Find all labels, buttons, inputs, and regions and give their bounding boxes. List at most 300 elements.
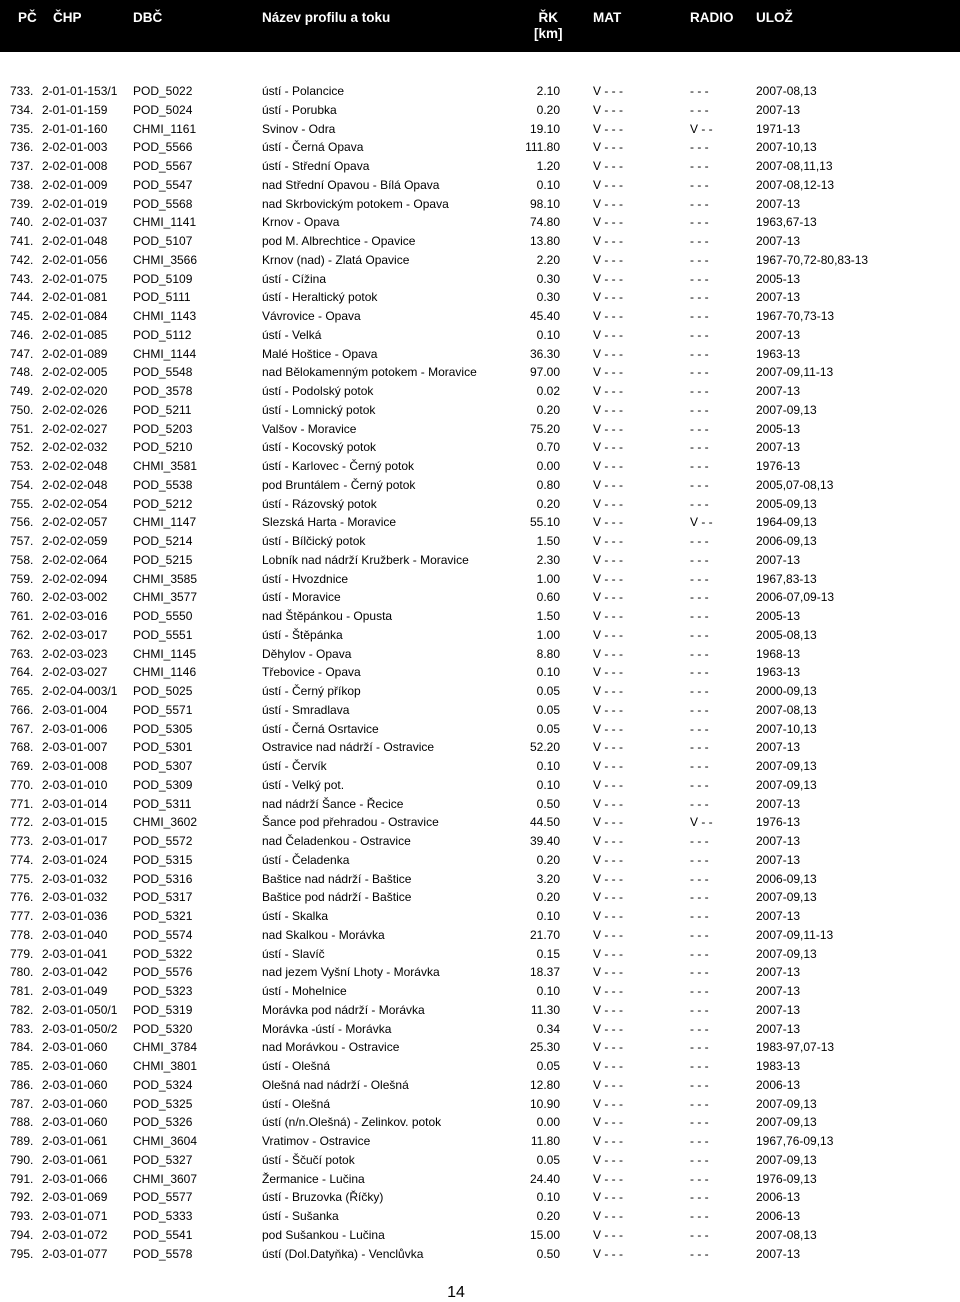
row-uloz: 2006-09,13: [756, 871, 817, 886]
row-dbc: CHMI_3566: [133, 252, 198, 267]
row-radio: - - -: [690, 309, 709, 323]
table-row: [0, 513, 960, 532]
row-dbc: CHMI_1145: [133, 646, 197, 661]
row-name: ústí - Černý příkop: [262, 684, 361, 698]
row-chp: 2-02-02-059: [42, 534, 108, 548]
row-dbc: POD_5321: [133, 909, 193, 923]
row-radio: - - -: [690, 1002, 709, 1017]
row-uloz: 2007-10,13: [756, 140, 817, 155]
row-radio: - - -: [690, 609, 709, 623]
row-uloz: 1967-70,72-80,83-13: [756, 252, 869, 267]
row-radio: - - -: [690, 927, 709, 942]
row-uloz: 2007-13: [756, 965, 801, 980]
table-row: [0, 645, 960, 664]
row-chp: 2-03-01-066: [42, 1171, 108, 1186]
row-name: Děhylov - Opava: [262, 646, 352, 661]
row-mat: V - - -: [593, 365, 623, 380]
row-pc: 747.: [10, 346, 34, 361]
row-chp: 2-03-01-041: [42, 946, 108, 961]
row-chp: 2-03-01-004: [42, 702, 108, 717]
row-pc: 788.: [10, 1115, 34, 1130]
row-radio: - - -: [690, 496, 709, 511]
row-radio: - - -: [690, 590, 709, 605]
row-radio: - - -: [690, 177, 709, 192]
row-name: Morávka -ústí - Morávka: [262, 1021, 392, 1036]
row-rk: 19.10: [529, 121, 560, 136]
row-pc: 738.: [10, 177, 34, 192]
table-row: [0, 1188, 960, 1207]
row-uloz: 2007-08,11,13: [756, 159, 833, 173]
row-uloz: 1976-09,13: [756, 1171, 817, 1186]
row-dbc: POD_5025: [133, 684, 193, 698]
row-name: pod M. Albrechtice - Opavice: [262, 234, 416, 248]
table-row: [0, 982, 960, 1001]
row-rk: 0.05: [536, 1152, 560, 1167]
row-rk: 0.05: [536, 721, 560, 736]
row-uloz: 2007-13: [756, 552, 801, 567]
row-mat: V - - -: [593, 402, 623, 417]
row-rk: 0.20: [536, 1209, 560, 1223]
row-dbc: POD_5112: [133, 327, 192, 342]
row-name: pod Bruntálem - Černý potok: [262, 477, 416, 492]
row-chp: 2-02-01-075: [42, 271, 108, 286]
row-uloz: 2007-13: [756, 1002, 801, 1017]
row-mat: V - - -: [593, 852, 623, 867]
row-pc: 748.: [10, 365, 34, 380]
row-dbc: POD_5324: [133, 1077, 193, 1092]
table-row: [0, 438, 960, 457]
table-row: [0, 682, 960, 701]
row-radio: - - -: [690, 777, 709, 792]
row-mat: V - - -: [593, 1227, 623, 1242]
table-row: [0, 1170, 960, 1189]
header-uloz: ULOŽ: [756, 10, 793, 25]
row-uloz: 2006-09,13: [756, 534, 817, 548]
table-row: [0, 926, 960, 945]
header-name: Název profilu a toku: [262, 10, 391, 25]
row-name: nad jezem Vyšní Lhoty - Morávka: [262, 965, 440, 980]
row-radio: - - -: [690, 477, 709, 492]
table-row: [0, 288, 960, 307]
row-pc: 779.: [10, 946, 34, 961]
table-row: [0, 1020, 960, 1039]
row-mat: V - - -: [593, 459, 623, 473]
row-uloz: 2005-13: [756, 609, 801, 623]
row-radio: - - -: [690, 534, 709, 548]
row-name: Žermanice - Lučina: [262, 1171, 365, 1186]
row-radio: - - -: [690, 759, 709, 773]
row-uloz: 2006-13: [756, 1077, 801, 1092]
row-uloz: 2007-09,13: [756, 759, 817, 773]
row-chp: 2-02-03-023: [42, 646, 108, 661]
table-row: [0, 588, 960, 607]
row-pc: 784.: [10, 1040, 34, 1055]
table-row: [0, 1113, 960, 1132]
row-pc: 759.: [10, 571, 34, 586]
row-rk: 0.10: [536, 1190, 560, 1205]
row-mat: V - - -: [593, 1209, 623, 1223]
row-uloz: 2006-13: [756, 1209, 801, 1223]
row-dbc: POD_5210: [133, 440, 193, 455]
row-radio: - - -: [690, 1190, 709, 1205]
row-dbc: CHMI_1141: [133, 215, 197, 230]
row-pc: 753.: [10, 459, 34, 473]
row-mat: V - - -: [593, 609, 623, 623]
row-uloz: 2007-08,13: [756, 84, 817, 98]
row-uloz: 2007-08,13: [756, 702, 817, 717]
row-rk: 1.50: [536, 534, 560, 548]
row-pc: 754.: [10, 477, 34, 492]
row-pc: 772.: [10, 815, 34, 830]
row-radio: - - -: [690, 796, 709, 811]
row-chp: 2-03-01-060: [42, 1096, 108, 1111]
row-pc: 777.: [10, 909, 34, 923]
row-chp: 2-03-01-060: [42, 1115, 108, 1130]
row-radio: - - -: [690, 440, 709, 455]
row-pc: 740.: [10, 215, 34, 230]
table-row: [0, 401, 960, 420]
row-dbc: POD_5309: [133, 777, 193, 792]
row-rk: 44.50: [529, 815, 560, 830]
row-dbc: POD_5320: [133, 1021, 193, 1036]
row-rk: 0.00: [536, 459, 560, 473]
row-dbc: POD_5319: [133, 1002, 193, 1017]
row-uloz: 2007-09,13: [756, 946, 817, 961]
row-rk: 0.10: [536, 759, 560, 773]
row-dbc: CHMI_3784: [133, 1040, 198, 1055]
row-chp: 2-03-01-060: [42, 1040, 108, 1055]
row-mat: V - - -: [593, 627, 623, 642]
row-mat: V - - -: [593, 665, 623, 680]
row-pc: 743.: [10, 271, 34, 286]
row-name: ústí - Ščučí potok: [262, 1152, 355, 1167]
row-uloz: 2007-08,13: [756, 1227, 817, 1242]
row-chp: 2-02-01-084: [42, 309, 108, 323]
row-radio: V - -: [690, 121, 713, 136]
row-dbc: POD_5323: [133, 984, 193, 998]
row-rk: 1.00: [536, 627, 560, 642]
row-uloz: 2007-09,13: [756, 1152, 817, 1167]
row-dbc: POD_5572: [133, 834, 193, 848]
table-row: [0, 1245, 960, 1264]
row-pc: 786.: [10, 1077, 34, 1092]
row-radio: - - -: [690, 890, 709, 905]
row-dbc: POD_5571: [133, 702, 193, 717]
row-chp: 2-02-02-027: [42, 421, 108, 436]
table-row: [0, 738, 960, 757]
table-row: [0, 232, 960, 251]
row-rk: 0.02: [536, 384, 560, 398]
row-pc: 789.: [10, 1134, 34, 1148]
row-dbc: CHMI_1147: [133, 515, 197, 530]
row-mat: V - - -: [593, 1096, 623, 1111]
row-chp: 2-02-01-056: [42, 252, 108, 267]
row-mat: V - - -: [593, 684, 623, 698]
row-radio: - - -: [690, 665, 709, 680]
row-uloz: 1967,83-13: [756, 571, 817, 586]
row-name: ústí - Slavíč: [262, 946, 325, 961]
row-pc: 794.: [10, 1227, 34, 1242]
row-rk: 0.05: [536, 702, 560, 717]
row-chp: 2-02-01-003: [42, 140, 108, 155]
table-row: [0, 532, 960, 551]
row-radio: - - -: [690, 196, 709, 211]
row-rk: 2.20: [536, 252, 560, 267]
row-dbc: CHMI_3604: [133, 1134, 198, 1148]
row-radio: - - -: [690, 646, 709, 661]
row-radio: - - -: [690, 1209, 709, 1223]
row-dbc: POD_5541: [133, 1227, 193, 1242]
row-dbc: POD_5547: [133, 177, 193, 192]
row-mat: V - - -: [593, 440, 623, 455]
row-dbc: POD_5551: [133, 627, 193, 642]
row-mat: V - - -: [593, 121, 623, 136]
row-radio: - - -: [690, 290, 709, 305]
row-rk: 1.20: [536, 159, 560, 173]
row-dbc: POD_5215: [133, 552, 193, 567]
table-header: [0, 0, 960, 52]
row-name: Třebovice - Opava: [262, 665, 361, 680]
row-mat: V - - -: [593, 140, 623, 155]
row-chp: 2-03-01-032: [42, 871, 108, 886]
header-rk: [534, 10, 563, 42]
row-chp: 2-02-03-027: [42, 665, 108, 680]
row-pc: 773.: [10, 834, 34, 848]
row-mat: V - - -: [593, 102, 623, 117]
row-name: ústí - Karlovec - Černý potok: [262, 459, 415, 473]
row-pc: 767.: [10, 721, 34, 736]
row-pc: 791.: [10, 1171, 34, 1186]
row-radio: - - -: [690, 684, 709, 698]
row-rk: 0.30: [536, 290, 560, 305]
row-uloz: 2005-08,13: [756, 627, 817, 642]
row-chp: 2-03-01-061: [42, 1152, 108, 1167]
row-mat: V - - -: [593, 196, 623, 211]
row-name: Vávrovice - Opava: [262, 309, 361, 323]
row-radio: - - -: [690, 871, 709, 886]
row-chp: 2-02-02-032: [42, 440, 108, 455]
row-rk: 10.90: [529, 1096, 560, 1111]
row-dbc: POD_5548: [133, 365, 193, 380]
row-chp: 2-02-02-094: [42, 571, 108, 586]
row-name: ústí - Střední Opava: [262, 159, 370, 173]
table-row: [0, 195, 960, 214]
header-mat: MAT: [593, 10, 622, 25]
row-pc: 793.: [10, 1209, 34, 1223]
table-row: [0, 82, 960, 101]
row-radio: - - -: [690, 627, 709, 642]
row-chp: 2-03-01-061: [42, 1134, 108, 1148]
row-chp: 2-02-04-003/1: [42, 684, 118, 698]
row-chp: 2-03-01-010: [42, 777, 108, 792]
row-mat: V - - -: [593, 815, 623, 830]
row-radio: - - -: [690, 552, 709, 567]
row-name: Valšov - Moravice: [262, 421, 357, 436]
row-name: nad Bělokamenným potokem - Moravice: [262, 365, 477, 380]
table-row: [0, 570, 960, 589]
row-name: Baštice pod nádrží - Baštice: [262, 890, 412, 905]
row-dbc: CHMI_3577: [133, 590, 198, 605]
row-pc: 737.: [10, 159, 34, 173]
row-radio: - - -: [690, 384, 709, 398]
row-pc: 780.: [10, 965, 34, 980]
row-radio: - - -: [690, 702, 709, 717]
row-uloz: 2005,07-08,13: [756, 477, 834, 492]
row-mat: V - - -: [593, 1059, 623, 1073]
row-radio: - - -: [690, 965, 709, 980]
row-chp: 2-02-02-026: [42, 402, 108, 417]
row-name: ústí - Cížina: [262, 271, 327, 286]
row-chp: 2-03-01-017: [42, 834, 108, 848]
row-mat: V - - -: [593, 234, 623, 248]
row-name: ústí - Velká: [262, 327, 322, 342]
row-name: ústí - Štěpánka: [262, 627, 343, 642]
row-mat: V - - -: [593, 702, 623, 717]
row-rk: 18.37: [529, 965, 560, 980]
row-rk: 2.10: [536, 84, 560, 98]
row-chp: 2-03-01-060: [42, 1059, 108, 1073]
row-name: Morávka pod nádrží - Morávka: [262, 1002, 425, 1017]
row-rk: 75.20: [529, 421, 560, 436]
row-chp: 2-02-02-057: [42, 515, 108, 530]
row-radio: - - -: [690, 909, 709, 923]
row-dbc: POD_5024: [133, 102, 193, 117]
row-uloz: 2000-09,13: [756, 684, 817, 698]
row-dbc: POD_5577: [133, 1190, 193, 1205]
row-mat: V - - -: [593, 740, 623, 755]
table-row: [0, 1057, 960, 1076]
table-row: [0, 101, 960, 120]
header-chp: ČHP: [53, 10, 82, 25]
row-mat: V - - -: [593, 721, 623, 736]
row-mat: V - - -: [593, 309, 623, 323]
row-chp: 2-03-01-032: [42, 890, 108, 905]
row-mat: V - - -: [593, 1002, 623, 1017]
row-pc: 751.: [10, 421, 34, 436]
header-rk-line2: [km]: [534, 26, 563, 41]
row-uloz: 2005-09,13: [756, 496, 817, 511]
table-row: [0, 1151, 960, 1170]
row-rk: 15.00: [529, 1227, 560, 1242]
row-uloz: 1976-13: [756, 459, 801, 473]
row-chp: 2-02-03-016: [42, 609, 108, 623]
row-uloz: 2007-13: [756, 1021, 801, 1036]
row-pc: 769.: [10, 759, 34, 773]
row-pc: 734.: [10, 102, 34, 117]
row-chp: 2-02-01-085: [42, 327, 108, 342]
table-row: [0, 795, 960, 814]
row-dbc: POD_5307: [133, 759, 193, 773]
row-dbc: POD_5333: [133, 1209, 193, 1223]
row-chp: 2-02-03-017: [42, 627, 108, 642]
row-uloz: 1983-97,07-13: [756, 1040, 835, 1055]
row-pc: 770.: [10, 777, 34, 792]
row-name: ústí - Sušanka: [262, 1209, 339, 1223]
row-dbc: POD_5326: [133, 1115, 193, 1130]
table-row: [0, 345, 960, 364]
row-rk: 0.34: [536, 1021, 560, 1036]
row-dbc: CHMI_1144: [133, 346, 197, 361]
row-mat: V - - -: [593, 646, 623, 661]
row-chp: 2-02-01-009: [42, 177, 108, 192]
table-row: [0, 307, 960, 326]
table-row: [0, 457, 960, 476]
row-chp: 2-03-01-006: [42, 721, 108, 736]
row-uloz: 1963-13: [756, 346, 801, 361]
row-radio: - - -: [690, 402, 709, 417]
row-mat: V - - -: [593, 477, 623, 492]
row-uloz: 1967-70,73-13: [756, 309, 835, 323]
row-name: ústí - Olešná: [262, 1096, 331, 1111]
row-pc: 741.: [10, 234, 34, 248]
row-radio: - - -: [690, 1059, 709, 1073]
row-radio: - - -: [690, 1115, 709, 1130]
row-uloz: 2006-13: [756, 1190, 801, 1205]
row-dbc: CHMI_3581: [133, 459, 198, 473]
row-radio: - - -: [690, 984, 709, 998]
row-chp: 2-02-02-005: [42, 365, 108, 380]
row-mat: V - - -: [593, 777, 623, 792]
row-uloz: 2007-09,13: [756, 1096, 817, 1111]
row-mat: V - - -: [593, 571, 623, 586]
row-name: Vratimov - Ostravice: [262, 1134, 371, 1148]
table-row: [0, 176, 960, 195]
row-rk: 74.80: [529, 215, 560, 230]
row-mat: V - - -: [593, 421, 623, 436]
row-name: nad Čeladenkou - Ostravice: [262, 834, 411, 848]
row-uloz: 1964-09,13: [756, 515, 817, 530]
row-pc: 744.: [10, 290, 34, 305]
row-rk: 45.40: [529, 309, 560, 323]
row-name: nad nádrží Šance - Řecice: [262, 796, 404, 811]
row-mat: V - - -: [593, 984, 623, 998]
table-row: [0, 138, 960, 157]
row-pc: 739.: [10, 196, 34, 211]
row-dbc: POD_5566: [133, 140, 193, 155]
row-radio: - - -: [690, 252, 709, 267]
row-dbc: POD_5107: [133, 234, 193, 248]
row-mat: V - - -: [593, 159, 623, 173]
header-radio: RADIO: [690, 10, 734, 25]
row-name: Krnov - Opava: [262, 215, 340, 230]
row-mat: V - - -: [593, 927, 623, 942]
row-pc: 760.: [10, 590, 34, 605]
row-radio: - - -: [690, 234, 709, 248]
row-name: ústí - Olešná: [262, 1059, 331, 1073]
row-pc: 736.: [10, 140, 34, 155]
row-mat: V - - -: [593, 1115, 623, 1130]
row-rk: 0.10: [536, 665, 560, 680]
row-rk: 1.50: [536, 609, 560, 623]
row-chp: 2-02-01-089: [42, 346, 108, 361]
row-rk: 0.30: [536, 271, 560, 286]
row-radio: - - -: [690, 834, 709, 848]
row-radio: - - -: [690, 1077, 709, 1092]
row-radio: - - -: [690, 1134, 709, 1148]
row-mat: V - - -: [593, 834, 623, 848]
table-row: [0, 1226, 960, 1245]
row-chp: 2-03-01-069: [42, 1190, 108, 1205]
row-pc: 787.: [10, 1096, 34, 1111]
row-name: Lobník nad nádrží Kružberk - Moravice: [262, 552, 469, 567]
row-mat: V - - -: [593, 384, 623, 398]
row-mat: V - - -: [593, 890, 623, 905]
row-rk: 98.10: [529, 196, 560, 211]
row-chp: 2-03-01-015: [42, 815, 108, 830]
row-mat: V - - -: [593, 1077, 623, 1092]
row-uloz: 2007-13: [756, 909, 801, 923]
row-name: ústí - Skalka: [262, 909, 329, 923]
